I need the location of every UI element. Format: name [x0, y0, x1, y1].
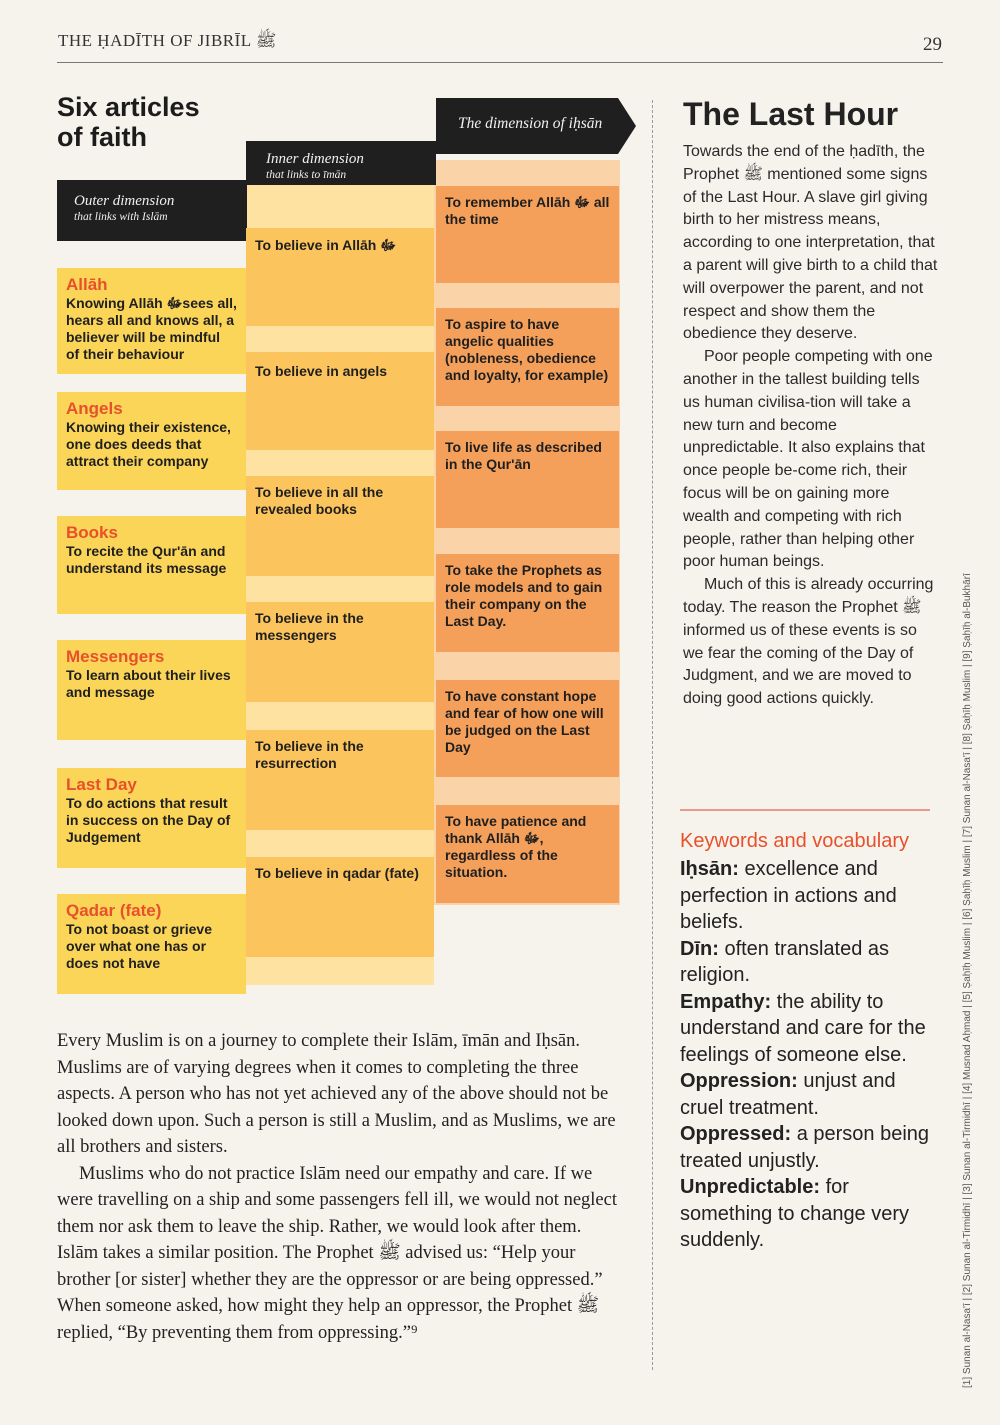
outer-item-text: To learn about their lives and message — [66, 667, 231, 700]
inner-item-text: To believe in angels — [255, 363, 388, 379]
keywords-rule — [680, 809, 930, 811]
body-paragraph: Every Muslim is on a journey to complete their Islām, īmān and Iḥsān. Muslims are of varying degrees when it comes to completing the three aspects. A person who has not yet achieved any of the above should not be looked down upon. Such a person is still a Muslim, and as Muslims, we are all brothers and sisters. — [57, 1031, 616, 1157]
inner-item-angels — [246, 352, 434, 450]
outer-item-text: To do actions that result in success on the Day of Judgement — [66, 795, 231, 845]
sidebar-title: The Last Hour — [683, 96, 899, 132]
outer-item-last-day — [57, 768, 246, 868]
outer-item-text: Knowing their existence, one does deeds that attract their company — [66, 419, 231, 469]
inner-item-text: To believe in the messengers — [255, 610, 364, 643]
keyword-definition: excellence and perfection in actions and beliefs. — [680, 858, 897, 933]
diagram-title — [57, 92, 227, 152]
sidebar-paragraph: Much of this is already occurring today. The reason the Prophet ﷺ informed us of these events is so we fear the coming of the Day of Judgment, and we are moved to doing good actions quickly. — [683, 576, 934, 708]
outer-item-heading: Qadar (fate) — [66, 901, 162, 920]
keyword-entry — [680, 989, 930, 1069]
keyword-term: Oppressed: — [680, 1123, 792, 1145]
sidebar-paragraph: Poor people competing with one another in the tallest building tells us human civilisa-tion will take a new turn and become unpredictable. It also explains that once people be-come rich, their focus will be on gaining more wealth and competing with rich people, rather than helping other poor human beings. — [683, 348, 933, 571]
page-number: 29 — [923, 34, 942, 55]
ihsan-item-text: To take the Prophets as role models and to gain their company on the Last Day. — [445, 562, 603, 629]
keyword-entry — [680, 1121, 930, 1174]
ihsan-item-hope-fear — [436, 680, 619, 777]
ihsan-dimension-title: The dimension of iḥsān — [458, 115, 603, 132]
ihsan-item-remember — [436, 186, 619, 283]
outer-dimension-title: Outer dimension — [74, 193, 175, 209]
outer-item-heading: Allāh — [66, 275, 108, 294]
keyword-term: Oppression: — [680, 1070, 798, 1092]
outer-item-angels — [57, 392, 246, 490]
keyword-entry — [680, 1174, 930, 1254]
ihsan-item-text: To have constant hope and fear of how one will be judged on the Last Day — [445, 688, 604, 755]
footnote-references: [1] Sunan al-Nasa'ī | [2] Sunan al-Tirmidhī | [3] Sunan al-Tirmidhī | [4] Musnad Aḥmad | [5] Ṣaḥīḥ Muslim | [6] Ṣaḥīḥ Muslim | [7] Sunan al-Nasa'ī | [8] Ṣaḥīḥ Muslim | [9] Ṣaḥīḥ al-Bukhārī — [962, 573, 973, 1388]
keyword-entry — [680, 936, 930, 989]
ihsan-dimension-bar — [436, 98, 618, 154]
keyword-definition: a person being treated unjustly. — [680, 1123, 930, 1172]
keyword-definition: the ability to understand and care for the feelings of someone else. — [680, 990, 926, 1066]
inner-item-books — [246, 476, 434, 576]
keyword-term: Iḥsān: — [680, 858, 739, 880]
outer-item-heading: Last Day — [66, 775, 137, 794]
outer-dimension-bar — [57, 180, 247, 241]
running-header: THE ḤADĪTH OF JIBRĪL ﷺ — [58, 31, 277, 50]
ihsan-item-quran — [436, 431, 619, 528]
ihsan-item-text: To have patience and thank Allāh ﷻ, regardless of the situation. — [445, 813, 587, 880]
keyword-definition: unjust and cruel treatment. — [680, 1070, 896, 1119]
keyword-entry — [680, 856, 930, 936]
inner-item-messengers — [246, 602, 434, 702]
outer-item-allah — [57, 268, 246, 374]
outer-item-heading: Messengers — [66, 647, 165, 666]
outer-dimension-subtitle: that links with Islām — [74, 211, 168, 223]
inner-item-resurrection — [246, 730, 434, 830]
keyword-entry — [680, 1068, 930, 1121]
outer-item-messengers — [57, 640, 246, 740]
sidebar-text — [683, 141, 938, 711]
keyword-definition: for something to change very suddenly. — [680, 1176, 910, 1251]
keywords-list — [680, 856, 930, 1254]
keywords-title: Keywords and vocabulary — [680, 830, 910, 852]
keyword-definition: often translated as religion. — [680, 937, 889, 986]
inner-item-text: To believe in all the revealed books — [255, 484, 384, 517]
ihsan-item-text: To remember Allāh ﷻ all the time — [445, 194, 610, 227]
header-rule — [57, 62, 943, 63]
inner-dimension-title: Inner dimension — [266, 151, 364, 167]
sidebar-paragraph: Towards the end of the ḥadīth, the Prophet ﷺ mentioned some signs of the Last Hour. A slave girl giving birth to her mistress means, according to one interpretation, that a parent will give birth to a child that will overpower the parent, and not respect and show them the obedience they deserve. — [683, 143, 938, 343]
outer-item-qadar — [57, 894, 246, 994]
outer-item-text: Knowing Allāh ﷻsees all, hears all and knows all, a believer will be mindful of their behaviour — [66, 295, 237, 362]
inner-item-allah — [246, 228, 434, 326]
outer-item-books — [57, 516, 246, 614]
inner-item-qadar — [246, 857, 434, 957]
ihsan-item-text: To live life as described in the Qur'ān — [445, 439, 602, 472]
keyword-term: Empathy: — [680, 990, 772, 1013]
keyword-term: Dīn: — [680, 937, 719, 960]
ihsan-item-patience — [436, 805, 619, 903]
inner-dimension-subtitle: that links to īmān — [266, 169, 347, 181]
ihsan-item-angelic — [436, 308, 619, 406]
outer-item-text: To not boast or grieve over what one has or does not have — [66, 921, 212, 971]
ihsan-arrow-tip — [618, 98, 636, 154]
ihsan-item-prophets — [436, 554, 619, 652]
outer-item-heading: Angels — [66, 399, 123, 418]
outer-item-heading: Books — [66, 523, 118, 542]
inner-item-text: To believe in Allāh ﷻ — [255, 237, 397, 253]
inner-item-text: To believe in the resurrection — [255, 738, 364, 771]
body-paragraph: Muslims who do not practice Islām need our empathy and care. If we were travelling on a ship and some passengers fell ill, we would not neglect them nor ask them to leave the ship. Rather, we would look after them. Islām takes a similar position. The Prophet ﷺ advised us: “Help your brother [or sister] whether they are the oppressor or are being oppressed.” When someone asked, how might they help an oppressor, the Prophet ﷺ replied, “By preventing them from oppressing.”⁹ — [57, 1163, 617, 1343]
column-divider — [652, 100, 653, 1370]
diagram-title-text: Six articles of faith — [57, 92, 200, 152]
ihsan-item-text: To aspire to have angelic qualities (nobleness, obedience and loyalty, for example) — [445, 316, 609, 383]
keyword-term: Unpredictable: — [680, 1176, 821, 1198]
main-body-text — [57, 1028, 625, 1346]
inner-dimension-bar — [246, 141, 436, 185]
outer-item-text: To recite the Qur'ān and understand its message — [66, 543, 227, 576]
inner-item-text: To believe in qadar (fate) — [255, 865, 419, 881]
